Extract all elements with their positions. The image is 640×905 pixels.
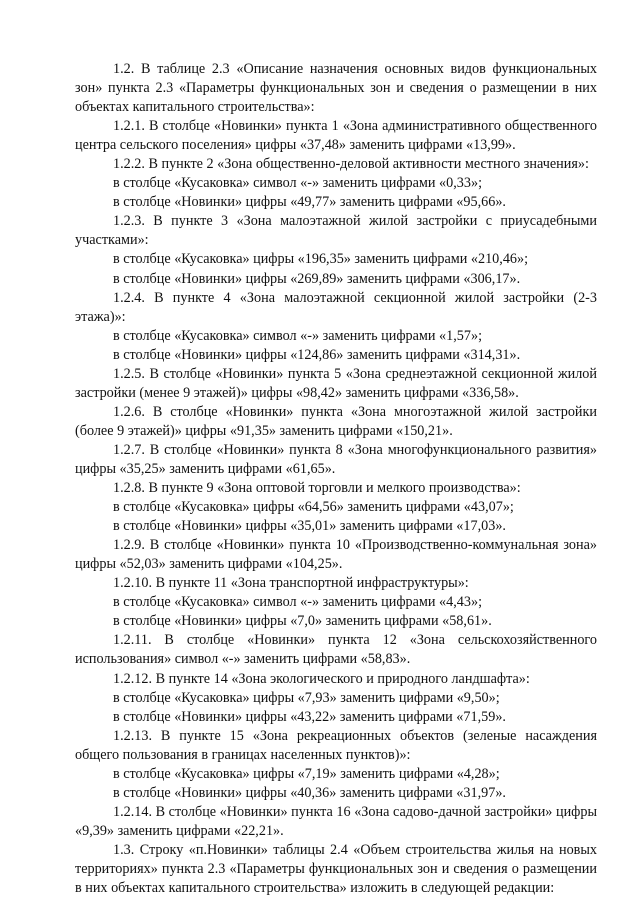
paragraph: в столбце «Новинки» цифры «40,36» заменить цифрами «31,97». — [113, 784, 506, 801]
paragraph: 1.2.8. В пункте 9 «Зона оптовой торговли и мелкого производства»: — [113, 480, 521, 497]
paragraph: в столбце «Кусаковка» символ «-» заменить цифрами «1,57»; — [113, 327, 483, 344]
paragraph: в столбце «Новинки» цифры «269,89» заменить цифрами «306,17». — [113, 270, 521, 287]
paragraph: в столбце «Новинки» цифры «35,01» заменить цифрами «17,03». — [113, 518, 506, 535]
paragraph: 1.2.9. В столбце «Новинки» пункта 10 «Производственно-коммунальная зона» цифры «52,03» заменить цифрами «104,25». — [75, 537, 597, 573]
paragraph: 1.2. В таблице 2.3 «Описание назначения основных видов функциональных зон» пункта 2.3 «Параметры функциональных зон и сведения о размещении в них объектах капитального строительства»: — [75, 61, 597, 116]
paragraph: 1.2.2. В пункте 2 «Зона общественно-деловой активности местного значения»: — [113, 156, 589, 173]
paragraph: 1.2.14. В столбце «Новинки» пункта 16 «Зона садово-дачной застройки» цифры «9,39» заменить цифрами «22,21». — [75, 803, 597, 839]
paragraph: в столбце «Кусаковка» цифры «196,35» заменить цифрами «210,46»; — [113, 251, 529, 268]
paragraph: 1.2.11. В столбце «Новинки» пункта 12 «Зона сельскохозяйственного использования» символ «-» заменить цифрами «58,83». — [75, 632, 597, 668]
paragraph: в столбце «Кусаковка» цифры «7,19» заменить цифрами «4,28»; — [113, 765, 500, 782]
paragraph: в столбце «Новинки» цифры «49,77» заменить цифрами «95,66». — [113, 194, 506, 211]
paragraph: 1.2.5. В столбце «Новинки» пункта 5 «Зона среднеэтажной секционной жилой застройки (менее 9 этажей)» цифры «98,42» заменить цифрами «336,58». — [75, 365, 597, 401]
paragraph: 1.2.7. В столбце «Новинки» пункта 8 «Зона многофункционального развития» цифры «35,25» заменить цифрами «61,65». — [75, 441, 597, 477]
paragraph: 1.3. Строку «п.Новинки» таблицы 2.4 «Объем строительства жилья на новых территориях» пункта 2.3 «Параметры функциональных зон и сведения о размещении в них объектах капитального строительства» изложить в следующей редакции: — [75, 841, 597, 897]
paragraph: 1.2.10. В пункте 11 «Зона транспортной инфраструктуры»: — [113, 575, 469, 592]
paragraph: 1.2.3. В пункте 3 «Зона малоэтажной жилой застройки с приусадебными участками»: — [75, 213, 597, 249]
paragraph: в столбце «Кусаковка» символ «-» заменить цифрами «4,43»; — [113, 594, 483, 611]
paragraph: в столбце «Новинки» цифры «124,86» заменить цифрами «314,31». — [113, 346, 521, 363]
paragraph: в столбце «Кусаковка» цифры «7,93» заменить цифрами «9,50»; — [113, 689, 500, 706]
document-body — [75, 60, 597, 898]
paragraph: 1.2.12. В пункте 14 «Зона экологического и природного ландшафта»: — [113, 670, 530, 687]
paragraph: 1.2.1. В столбце «Новинки» пункта 1 «Зона административного общественного центра сельского поселения» цифры «37,48» заменить цифрами «13,99». — [75, 118, 597, 154]
paragraph: в столбце «Новинки» цифры «43,22» заменить цифрами «71,59». — [113, 708, 506, 725]
paragraph: в столбце «Кусаковка» цифры «64,56» заменить цифрами «43,07»; — [113, 499, 514, 516]
paragraph: 1.2.4. В пункте 4 «Зона малоэтажной секционной жилой застройки (2-3 этажа)»: — [75, 289, 597, 325]
paragraph: 1.2.13. В пункте 15 «Зона рекреационных объектов (зеленые насаждения общего пользования в границах населенных пунктов)»: — [75, 727, 597, 763]
paragraph: в столбце «Кусаковка» символ «-» заменить цифрами «0,33»; — [113, 175, 483, 192]
paragraph: в столбце «Новинки» цифры «7,0» заменить цифрами «58,61». — [113, 613, 492, 630]
paragraph: 1.2.6. В столбце «Новинки» пункта «Зона многоэтажной жилой застройки (более 9 этажей)» цифры «91,35» заменить цифрами «150,21». — [75, 403, 597, 439]
